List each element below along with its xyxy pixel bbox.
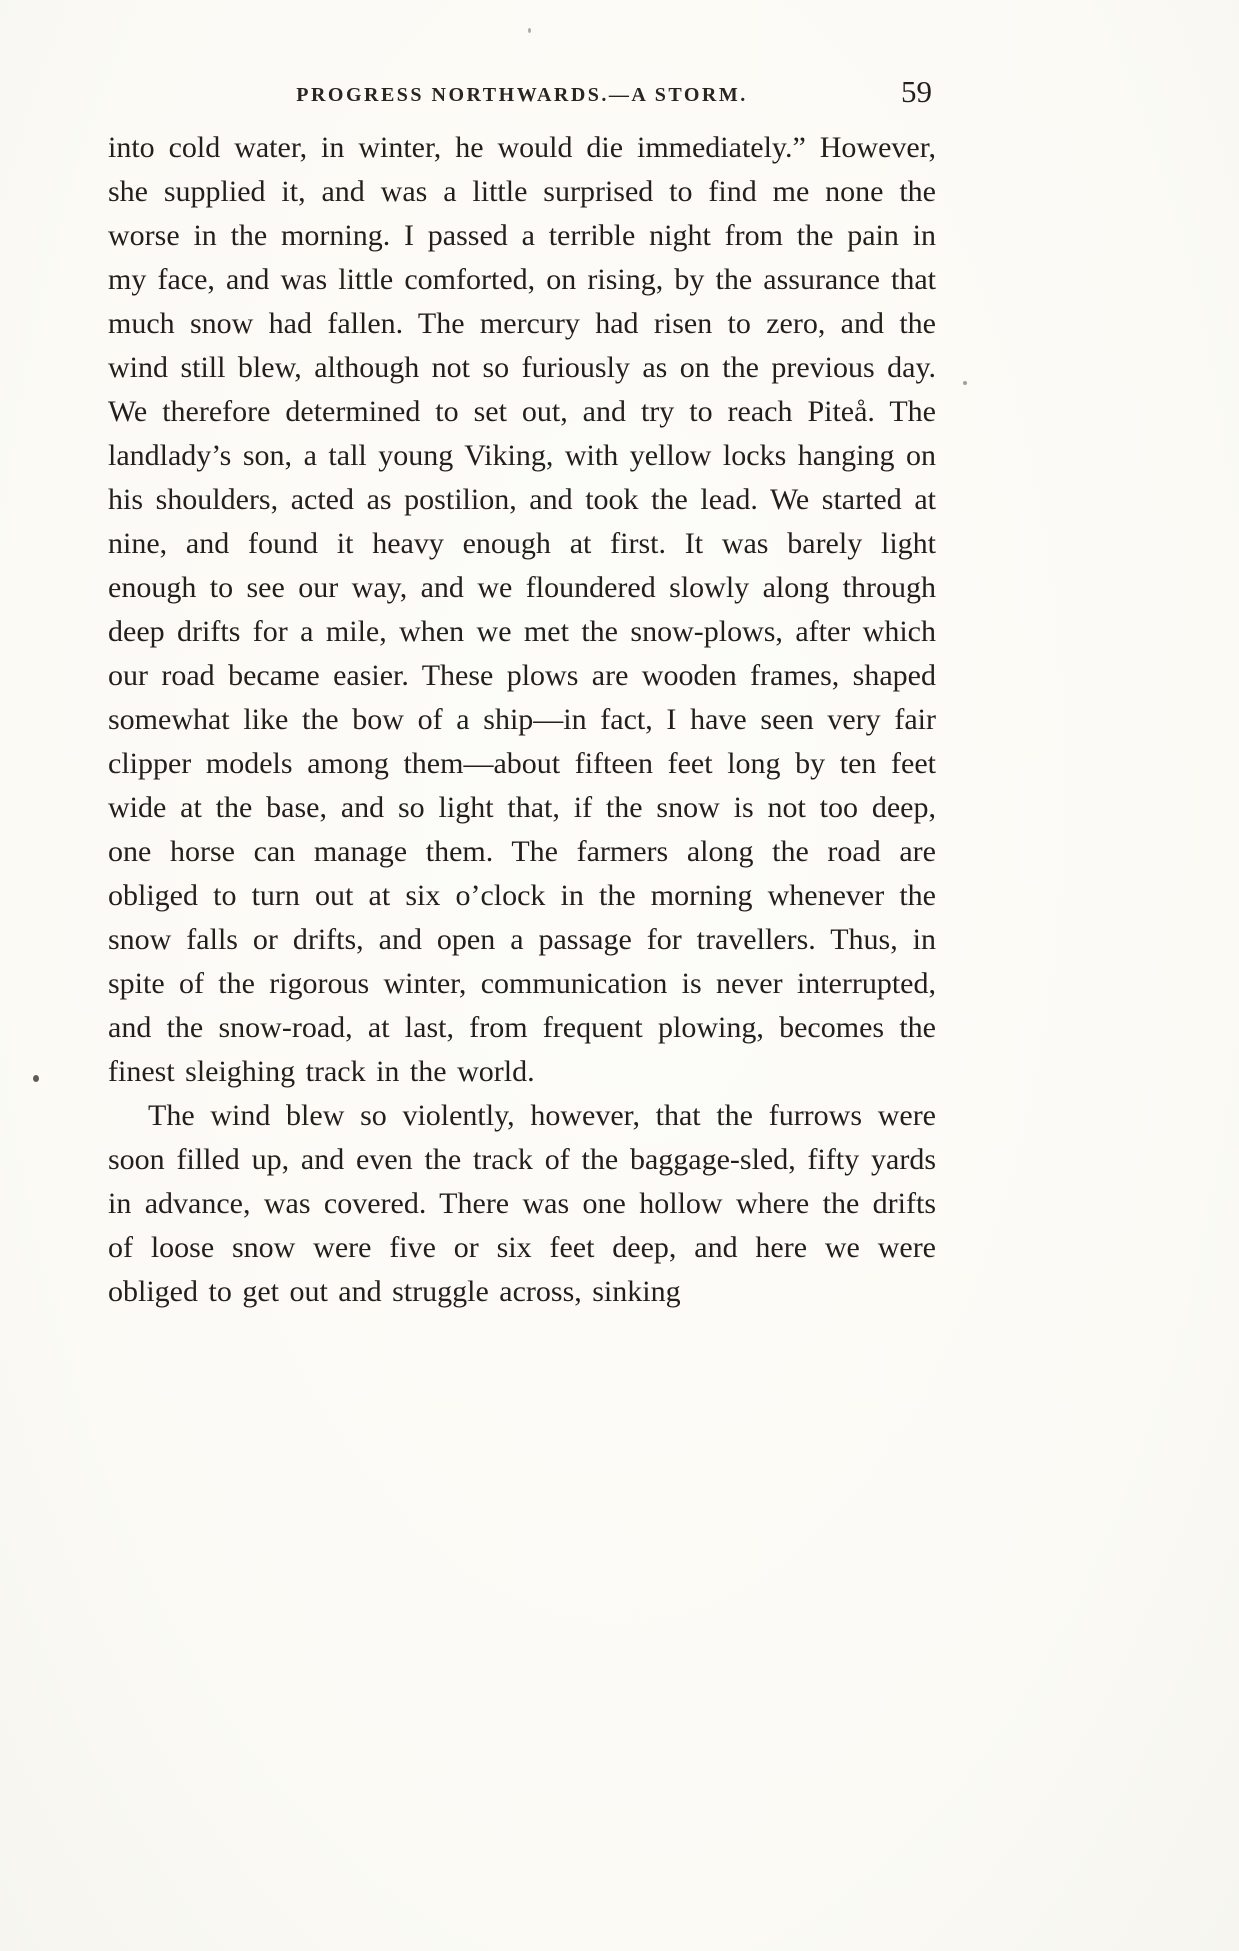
- running-header-title: PROGRESS NORTHWARDS.—A STORM.: [296, 84, 748, 106]
- scan-speck: [33, 1075, 39, 1082]
- paragraph: into cold water, in winter, he would die immediately.” However, she supplied it, and was a little surprised to find me none the worse in the morning. I passed a terrible night from the pain in my face, and was little comforted, on rising, by the assurance that much snow had fallen. The mercury had risen to zero, and the wind still blew, although not so furiously as on the previous day. We therefore determined to set out, and try to reach Piteå. The landlady’s son, a tall young Viking, with yellow locks hanging on his shoulders, acted as postilion, and took the lead. We started at nine, and found it heavy enough at first. It was barely light enough to see our way, and we floundered slowly along through deep drifts for a mile, when we met the snow-plows, after which our road became easier. These plows are wooden frames, shaped somewhat like the bow of a ship—in fact, I have seen very fair clipper models among them—about fifteen feet long by ten feet wide at the base, and so light that, if the snow is not too deep, one horse can manage them. The farmers along the road are obliged to turn out at six o’clock in the morning whenever the snow falls or drifts, and open a passage for travellers. Thus, in spite of the rigorous winter, communication is never interrupted, and the snow-road, at last, from frequent plowing, becomes the finest sleighing track in the world.: [108, 131, 936, 1088]
- page-body: [108, 126, 936, 1314]
- scan-speck: [963, 381, 967, 385]
- page-number: 59: [901, 74, 932, 109]
- scan-speck: [528, 28, 531, 33]
- paragraph: The wind blew so violently, however, that the furrows were soon filled up, and even the track of the baggage-sled, fifty yards in advance, was covered. There was one hollow where the drifts of loose snow were five or six feet deep, and here we were obliged to get out and struggle across, sinking: [108, 1099, 936, 1308]
- page-header: [108, 74, 936, 118]
